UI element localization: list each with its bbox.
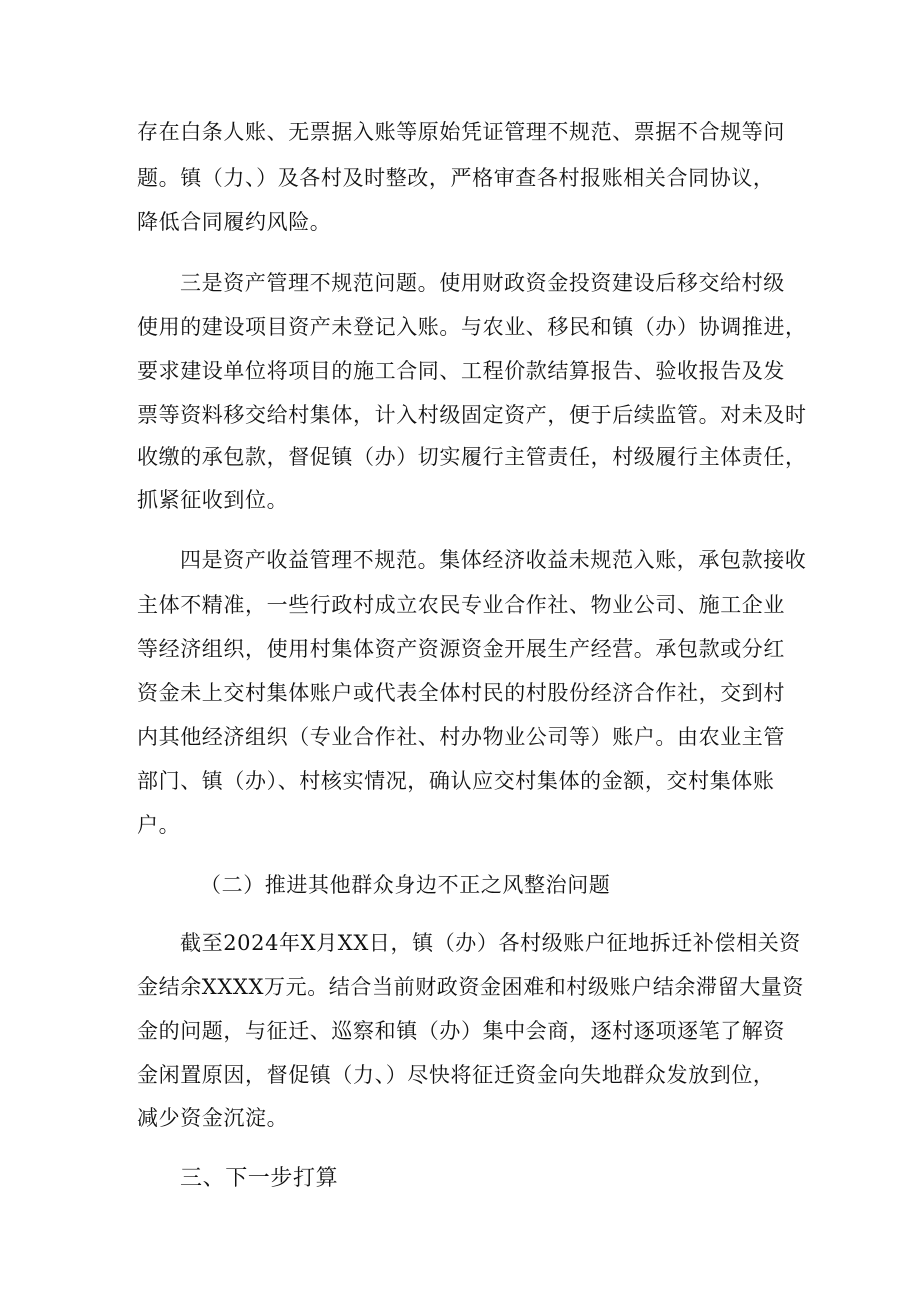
section-heading: 三、下一步打算 [180, 1166, 339, 1191]
paragraph-2-line-1: 三是资产管理不规范问题。使用财政资金投资建设后移交给村级 [180, 271, 785, 295]
paragraph-3-line-1: 四是资产收益管理不规范。集体经济收益未规范入账，承包款接收 [180, 548, 807, 572]
paragraph-3-line-6: 部门、镇（办）、村核实情况，确认应交村集体的金额，交村集体账 [137, 769, 775, 793]
paragraph-4-line-5: 减少资金沉淀。 [137, 1106, 289, 1130]
paragraph-1-line-3: 降低合同履约风险。 [137, 210, 332, 234]
sub-heading: （二）推进其他群众身边不正之风整治问题 [200, 873, 611, 897]
paragraph-2-line-3: 要求建设单位将项目的施工合同、工程价款结算报告、验收报告及发 [137, 359, 785, 383]
paragraph-3-line-4: 资金未上交村集体账户或代表全体村民的村股份经济合作社，交到村 [137, 681, 785, 705]
paragraph-1-line-2: 题。镇（力、）及各村及时整改，严格审查各村报账相关合同协议， [137, 166, 775, 190]
paragraph-4-line-2: 金结余XXXX万元。结合当前财政资金困难和村级账户结余滞留大量资 [137, 975, 804, 999]
paragraph-2-line-5: 收缴的承包款，督促镇（办）切实履行主管责任，村级履行主体责任， [137, 445, 807, 469]
paragraph-4-line-3: 金的问题，与征迁、巡察和镇（办）集中会商，逐村逐项逐笔了解资 [137, 1019, 785, 1043]
paragraph-4-line-4: 金闲置原因，督促镇（力、）尽快将征迁资金向失地群众发放到位， [137, 1063, 775, 1087]
paragraph-3-line-7: 户。 [137, 813, 181, 837]
paragraph-2-line-6: 抓紧征收到位。 [137, 488, 289, 512]
paragraph-3-line-2: 主体不精准，一些行政村成立农民专业合作社、物业公司、施工企业 [137, 593, 785, 617]
paragraph-4-line-1: 截至2024年X月XX日，镇（办）各村级账户征地拆迁补偿相关资 [180, 931, 801, 955]
paragraph-1-line-1: 存在白条人账、无票据入账等原始凭证管理不规范、票据不合规等问 [137, 120, 785, 144]
paragraph-2-line-4: 票等资料移交给村集体，计入村级固定资产，便于后续监管。对未及时 [137, 403, 807, 427]
paragraph-3-line-5: 内其他经济组织（专业合作社、村办物业公司等）账户。由农业主管 [137, 725, 785, 749]
paragraph-2-line-2: 使用的建设项目资产未登记入账。与农业、移民和镇（办）协调推进， [137, 315, 807, 339]
paragraph-3-line-3: 等经济组织，使用村集体资产资源资金开展生产经营。承包款或分红 [137, 637, 785, 661]
